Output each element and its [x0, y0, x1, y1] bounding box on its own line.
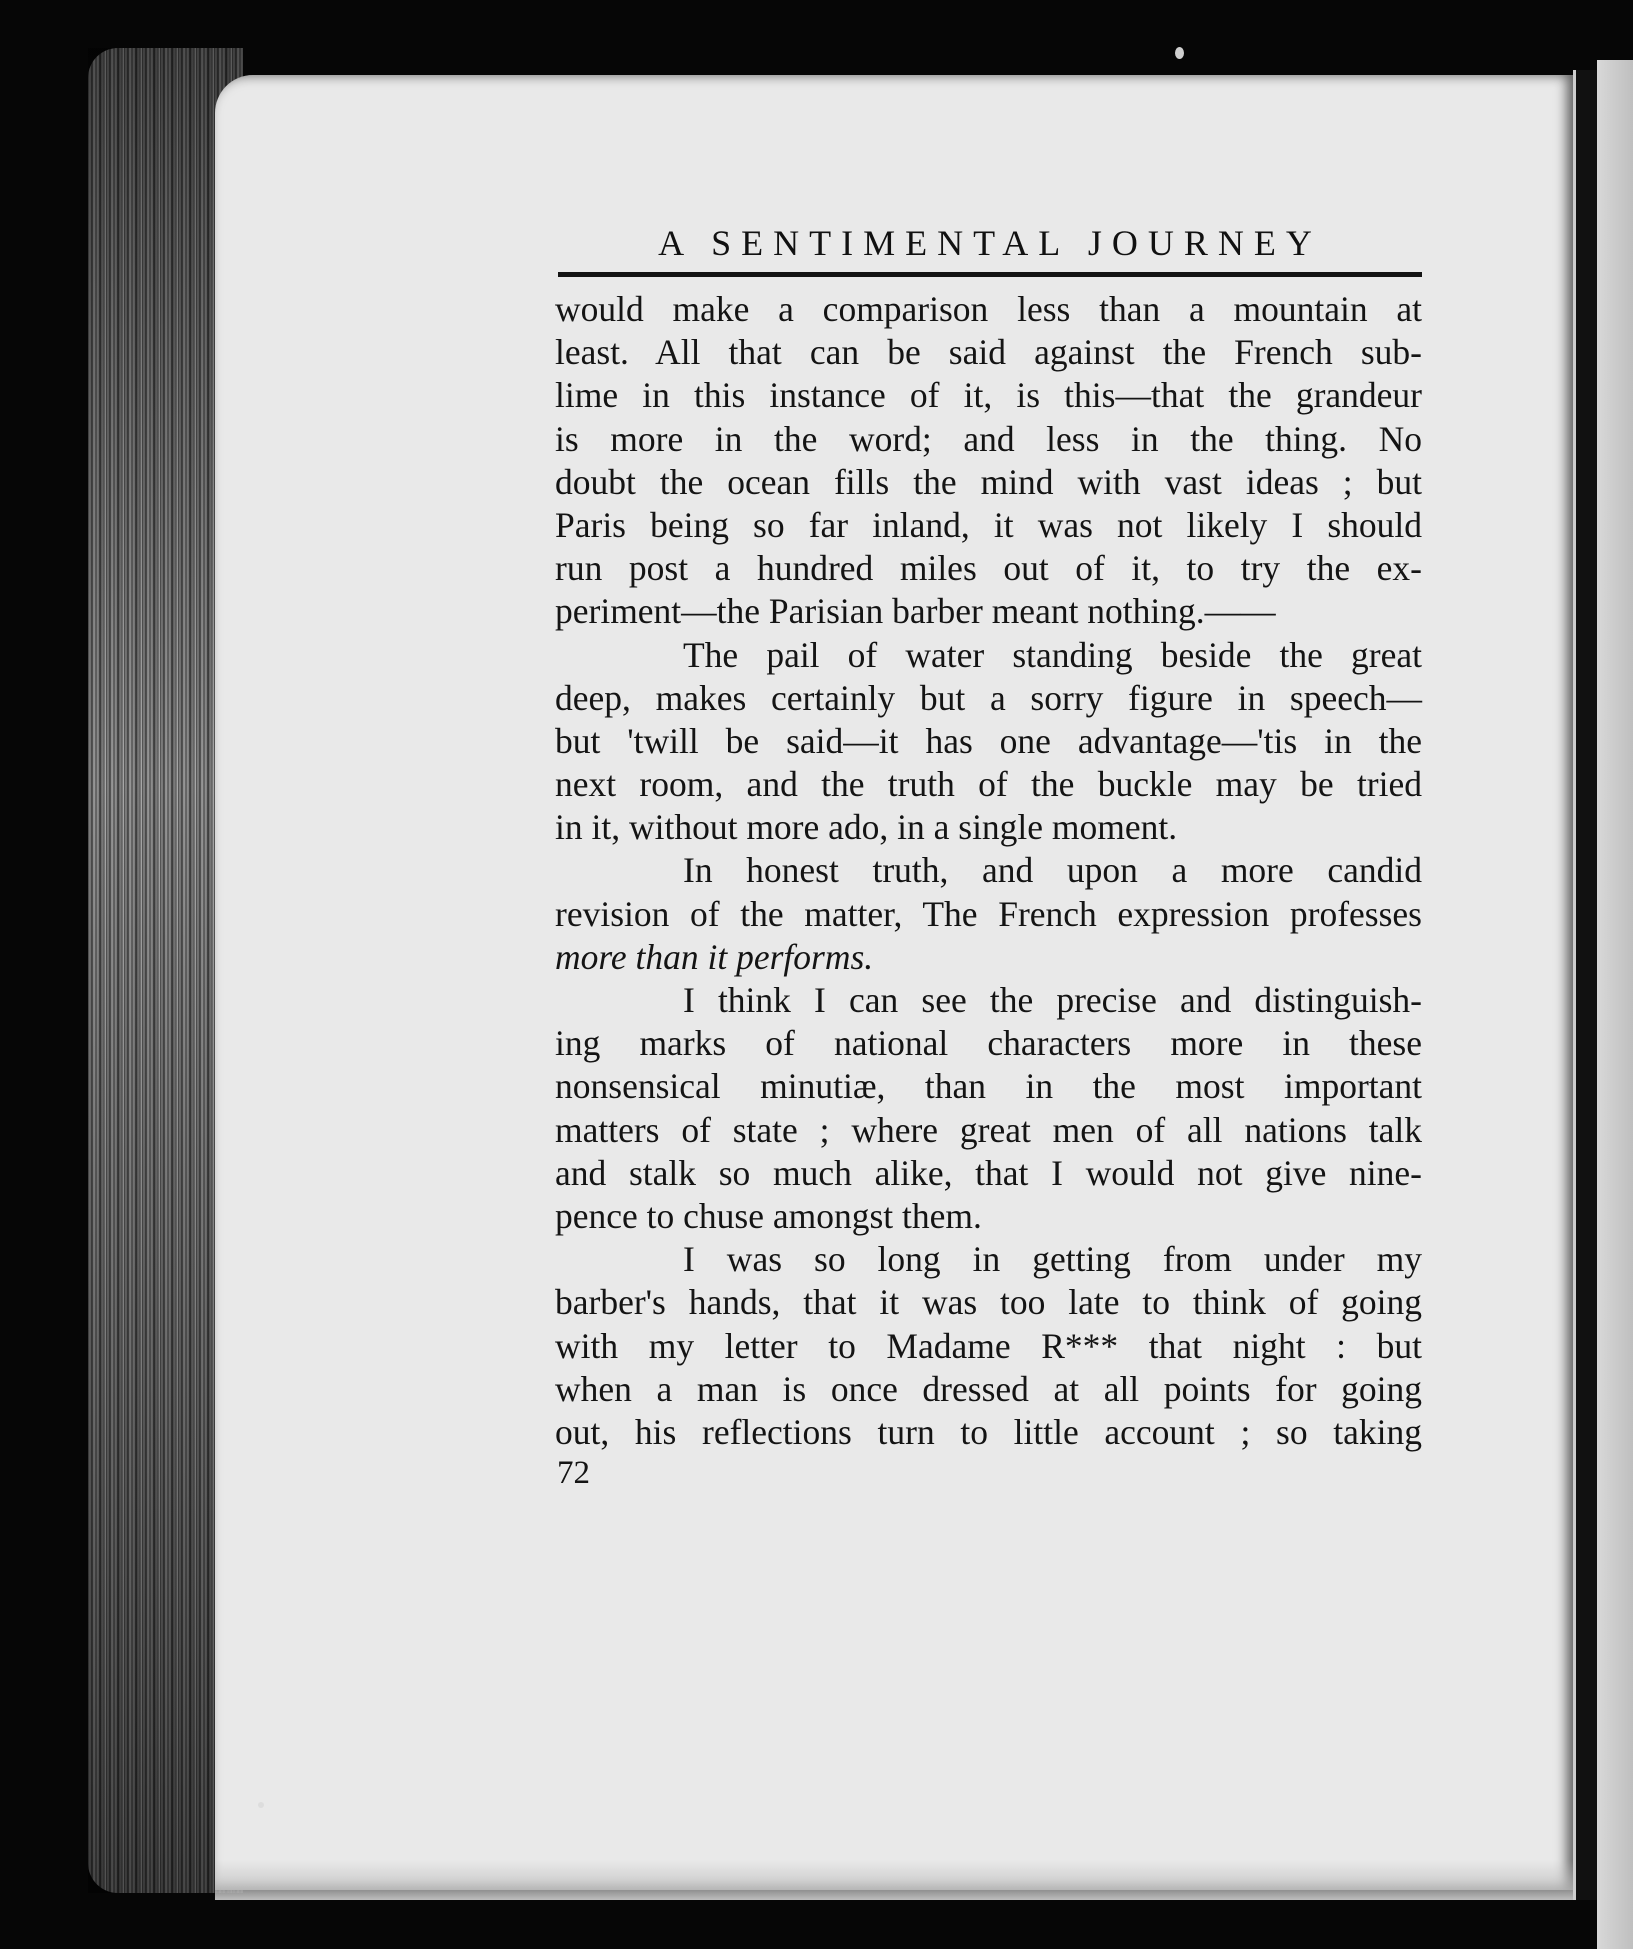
text-line: pence to chuse amongst them.	[555, 1195, 982, 1236]
text-line: is more in the word; and less in the thing. No	[555, 418, 1422, 459]
text-line: more than it performs.	[555, 936, 874, 977]
running-head: A SENTIMENTAL JOURNEY	[658, 223, 1322, 263]
body-text	[555, 288, 1422, 1454]
text-line: I think I can see the precise and distinguish-	[683, 980, 1422, 1020]
text-line: least. All that can be said against the French sub-	[555, 332, 1422, 373]
text-line: lime in this instance of it, is this—that the grandeur	[555, 375, 1422, 416]
text-line: out, his reflections turn to little account ; so taking	[555, 1411, 1422, 1452]
text-line: The pail of water standing beside the great	[683, 634, 1422, 675]
text-line: ing marks of national characters more in these	[555, 1023, 1422, 1064]
text-line: but 'twill be said—it has one advantage—'tis in the	[555, 720, 1422, 761]
text-line: and stalk so much alike, that I would not give nine-	[555, 1152, 1422, 1193]
text-line: run post a hundred miles out of it, to try the ex-	[555, 548, 1422, 589]
page-number: 72	[557, 1455, 590, 1491]
text-line: barber's hands, that it was too late to think of going	[555, 1282, 1422, 1323]
text-line: revision of the matter, The French expression professes	[555, 893, 1422, 934]
page-bottom-shadow	[215, 1860, 1573, 1900]
text-line: doubt the ocean fills the mind with vast ideas ; but	[555, 461, 1422, 502]
text-line: with my letter to Madame R*** that night : but	[555, 1325, 1422, 1366]
text-line: next room, and the truth of the buckle may be tried	[555, 764, 1422, 805]
text-line: periment—the Parisian barber meant nothing.——	[555, 591, 1276, 632]
text-line: nonsensical minutiæ, than in the most important	[555, 1066, 1422, 1107]
text-line: I was so long in getting from under my	[683, 1239, 1422, 1280]
text-line: would make a comparison less than a mountain at	[555, 289, 1422, 329]
gutter-shadow	[1573, 70, 1600, 1900]
header-rule	[558, 272, 1422, 277]
text-line: when a man is once dressed at all points for going	[555, 1368, 1422, 1409]
text-line: deep, makes certainly but a sorry figure in speech—	[555, 677, 1422, 718]
dust-speck	[1175, 47, 1184, 59]
dust-speck	[258, 1802, 264, 1808]
text-line: Paris being so far inland, it was not likely I should	[555, 504, 1422, 545]
facing-page-edge	[1597, 60, 1633, 1949]
text-line: In honest truth, and upon a more candid	[683, 850, 1422, 891]
text-line: matters of state ; where great men of all nations talk	[555, 1109, 1422, 1150]
text-line: in it, without more ado, in a single moment.	[555, 807, 1178, 848]
